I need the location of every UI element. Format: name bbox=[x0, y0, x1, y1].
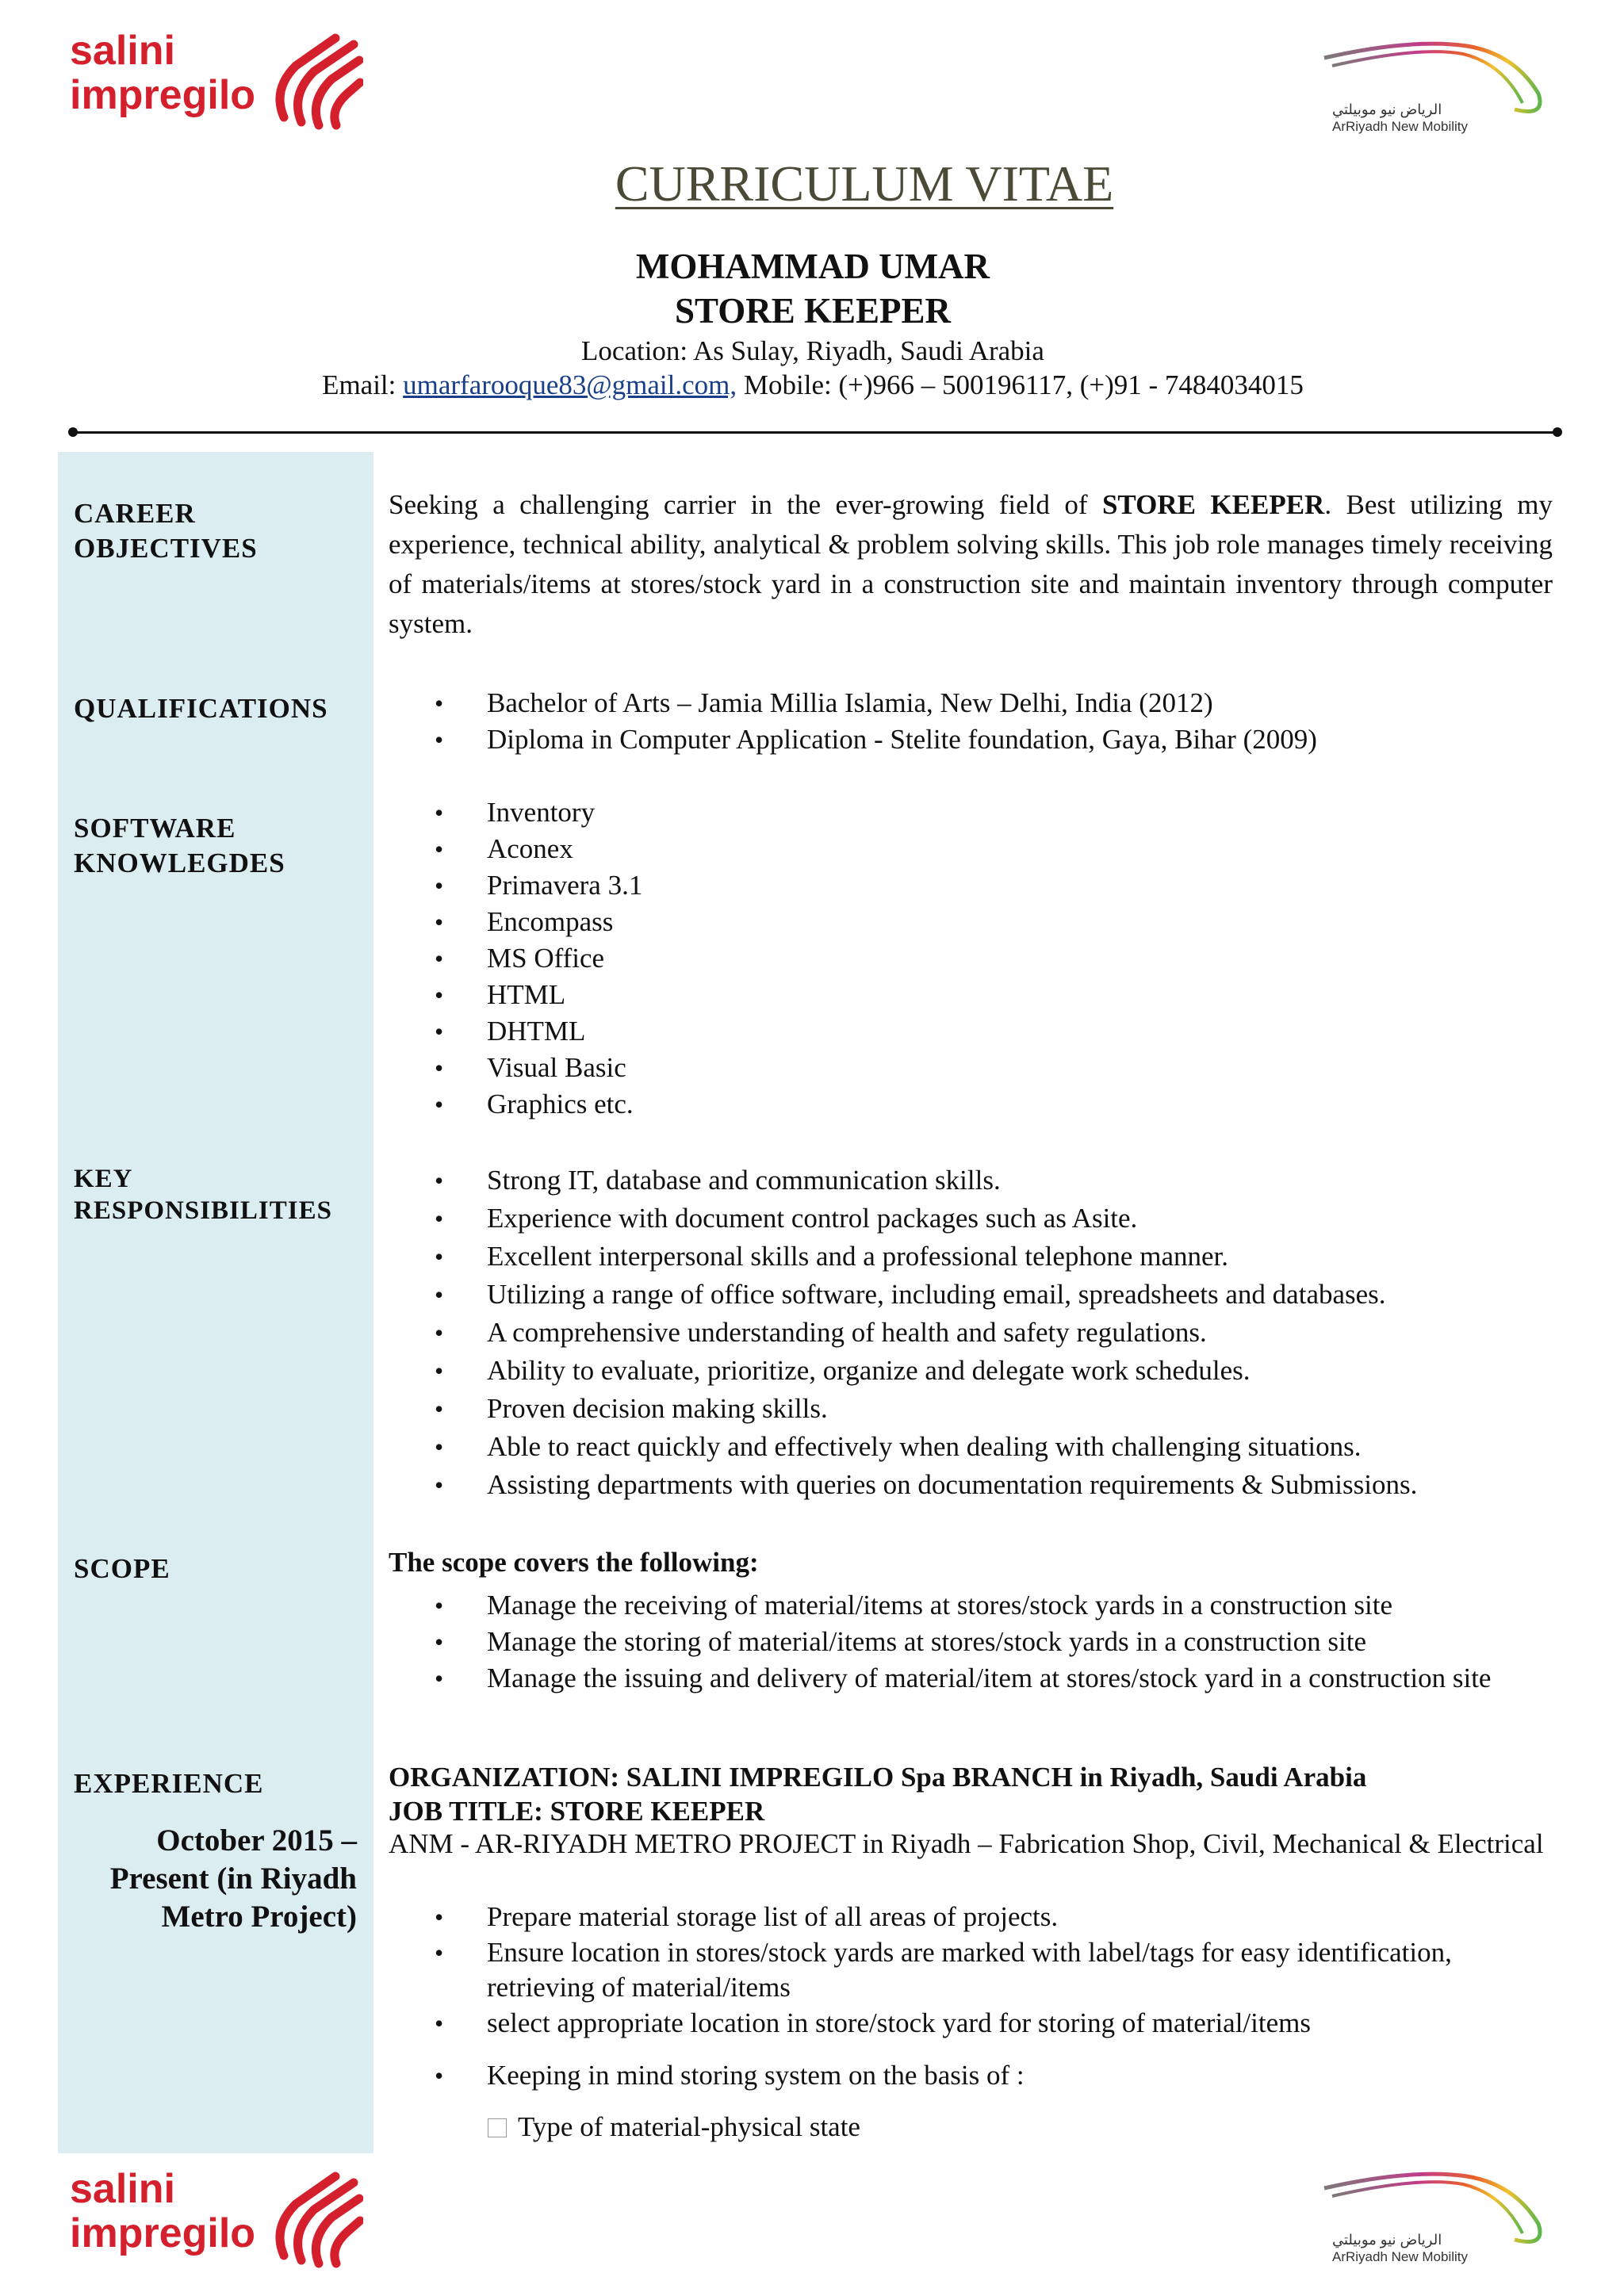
mobile-numbers: Mobile: (+)966 – 500196117, (+)91 - 7484034015 bbox=[737, 369, 1304, 400]
section-label-qualifications: QUALIFICATIONS bbox=[74, 693, 328, 724]
list-item: • Primavera 3.1 bbox=[389, 867, 1554, 904]
experience-project: ANM - AR-RIYADH METRO PROJECT in Riyadh – Fabrication Shop, Civil, Mechanical & Electrical bbox=[389, 1828, 1544, 1859]
list-item: • Visual Basic bbox=[389, 1050, 1554, 1086]
list-item: • Manage the receiving of material/items at stores/stock yards in a construction site bbox=[389, 1587, 1554, 1624]
list-item: • Prepare material storage list of all areas of projects. bbox=[389, 1899, 1554, 1935]
list-item: • Bachelor of Arts – Jamia Millia Islamia, New Delhi, India (2012) bbox=[389, 685, 1554, 721]
section-label-key-responsibilities: KEY RESPONSIBILITIES bbox=[74, 1165, 332, 1225]
list-item: • DHTML bbox=[389, 1013, 1554, 1050]
list-item: • Assisting departments with queries on documentation requirements & Submissions. bbox=[389, 1466, 1554, 1504]
experience-job-title: JOB TITLE: STORE KEEPER bbox=[389, 1796, 765, 1827]
career-objective-text: Seeking a challenging carrier in the ever-growing field of STORE KEEPER. Best utilizing my experience, technical ability, analytical & problem solving skills. This job role manages timely receiving of materials/items at stores/stock yard in a construction site and maintain inventory through computer system. bbox=[389, 489, 1553, 639]
candidate-job-title: STORE KEEPER bbox=[674, 291, 952, 331]
list-item: • Aconex bbox=[389, 831, 1554, 867]
list-item: • Graphics etc. bbox=[389, 1086, 1554, 1123]
qualifications-list bbox=[389, 685, 1554, 758]
logo-arabic-text: الرياض نيو موبيلتي bbox=[1332, 101, 1442, 117]
logo-english-text: ArRiyadh New Mobility bbox=[1332, 119, 1468, 134]
section-label-software: SOFTWARE KNOWLEGDES bbox=[74, 813, 285, 878]
list-item: • select appropriate location in store/stock yard for storing of material/items bbox=[389, 2005, 1554, 2042]
arriyadh-new-mobility-logo bbox=[1300, 30, 1562, 141]
list-item: • Encompass bbox=[389, 904, 1554, 940]
divider-end-dot bbox=[1553, 427, 1562, 437]
list-item: • A comprehensive understanding of health and safety regulations. bbox=[389, 1314, 1554, 1352]
contact-line bbox=[0, 369, 1624, 401]
logo-text-salini: salini bbox=[70, 28, 175, 74]
section-label-scope: SCOPE bbox=[74, 1553, 170, 1584]
candidate-location: Location: As Sulay, Riyadh, Saudi Arabia bbox=[581, 335, 1044, 366]
logo-text-salini: salini bbox=[70, 2166, 175, 2212]
divider-end-dot bbox=[68, 427, 78, 437]
page-title: CURRICULUM VITAE bbox=[615, 155, 1114, 212]
checkbox-glyph-icon bbox=[488, 2118, 507, 2137]
list-item: • Utilizing a range of office software, including email, spreadsheets and databases. bbox=[389, 1276, 1554, 1314]
software-list bbox=[389, 794, 1554, 1123]
header-divider bbox=[73, 431, 1559, 434]
arriyadh-new-mobility-logo bbox=[1300, 2160, 1562, 2271]
experience-sub-item: Type of material-physical state bbox=[488, 2109, 860, 2145]
list-item: • Keeping in mind storing system on the basis of : bbox=[389, 2057, 1554, 2094]
scope-list bbox=[389, 1587, 1554, 1697]
logo-text-impregilo: impregilo bbox=[70, 72, 256, 118]
email-label: Email: bbox=[322, 369, 404, 400]
experience-duties-list bbox=[389, 1899, 1554, 2094]
responsibilities-list bbox=[389, 1161, 1554, 1504]
list-item: • Manage the storing of material/items at stores/stock yards in a construction site bbox=[389, 1624, 1554, 1660]
scope-intro: The scope covers the following: bbox=[389, 1547, 759, 1578]
list-item: • HTML bbox=[389, 977, 1554, 1013]
candidate-name: MOHAMMAD UMAR bbox=[635, 247, 990, 286]
logo-english-text: ArRiyadh New Mobility bbox=[1332, 2249, 1468, 2264]
experience-organization: ORGANIZATION: SALINI IMPREGILO Spa BRANCH in Riyadh, Saudi Arabia bbox=[389, 1762, 1367, 1793]
logo-text-impregilo: impregilo bbox=[70, 2210, 256, 2256]
list-item: • Experience with document control packages such as Asite. bbox=[389, 1200, 1554, 1238]
logo-arabic-text: الرياض نيو موبيلتي bbox=[1332, 2232, 1442, 2248]
salini-impregilo-logo bbox=[70, 2168, 371, 2271]
experience-period: October 2015 – Present (in Riyadh Metro Project) bbox=[109, 1823, 357, 1934]
section-label-experience: EXPERIENCE bbox=[74, 1768, 264, 1799]
list-item: • Proven decision making skills. bbox=[389, 1390, 1554, 1428]
list-item: • Able to react quickly and effectively when dealing with challenging situations. bbox=[389, 1428, 1554, 1466]
salini-swoosh-icon bbox=[268, 2168, 363, 2268]
list-item: • MS Office bbox=[389, 940, 1554, 977]
salini-swoosh-icon bbox=[268, 30, 363, 130]
list-item: • Diploma in Computer Application - Stelite foundation, Gaya, Bihar (2009) bbox=[389, 721, 1554, 758]
list-item: • Ensure location in stores/stock yards are marked with label/tags for easy identification, retrieving of material/items bbox=[389, 1935, 1554, 2005]
email-link[interactable]: umarfarooque83@gmail.com, bbox=[403, 369, 737, 400]
list-item: • Inventory bbox=[389, 794, 1554, 831]
list-item: • Excellent interpersonal skills and a professional telephone manner. bbox=[389, 1238, 1554, 1276]
salini-impregilo-logo bbox=[70, 30, 371, 133]
list-item: • Manage the issuing and delivery of material/item at stores/stock yard in a construction site bbox=[389, 1660, 1554, 1697]
list-item: • Ability to evaluate, prioritize, organize and delegate work schedules. bbox=[389, 1352, 1554, 1390]
list-item: • Strong IT, database and communication skills. bbox=[389, 1161, 1554, 1200]
section-label-career-objectives: CAREER OBJECTIVES bbox=[74, 498, 258, 564]
